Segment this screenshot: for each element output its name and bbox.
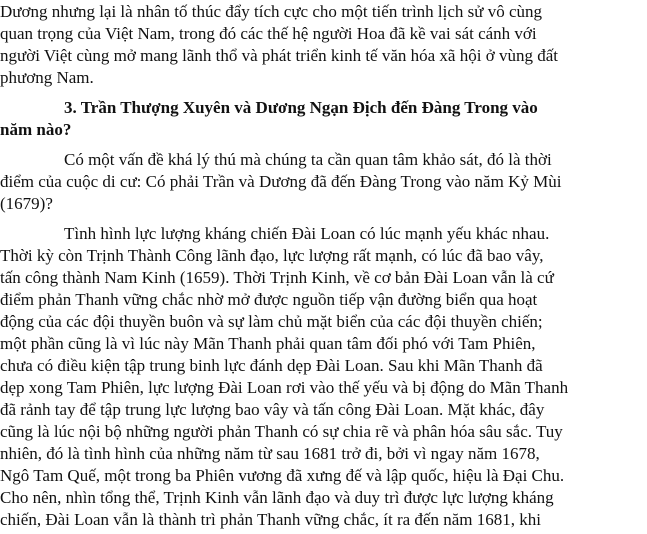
paragraph-line: điểm của cuộc di cư: Có phải Trần và Dương đã đến Đàng Trong vào năm Kỷ Mùi (0, 172, 562, 191)
paragraph-line: Tình hình lực lượng kháng chiến Đài Loan có lúc mạnh yếu khác nhau. (64, 224, 550, 243)
paragraph-line: phương Nam. (0, 68, 94, 87)
paragraph-line: cũng là lúc nội bộ những người phản Thanh có sự chia rẽ và phân hóa sâu sắc. Tuy (0, 422, 563, 441)
paragraph-line: chưa có điều kiện tập trung binh lực đánh dẹp Đài Loan. Sau khi Mãn Thanh đã (0, 356, 543, 375)
paragraph-line: Ngô Tam Quế, một trong ba Phiên vương đã xưng đế và lập quốc, hiệu là Đại Chu. (0, 466, 565, 485)
paragraph-line: Thời kỳ còn Trịnh Thành Công lãnh đạo, lực lượng rất mạnh, có lúc đã bao vây, (0, 246, 544, 265)
paragraph-line: nhiên, đó là tình hình của những năm từ sau 1681 trở đi, bởi vì ngay năm 1678, (0, 444, 540, 463)
section-heading-line: năm nào? (0, 120, 72, 139)
paragraph-line: người Việt cùng mở mang lãnh thổ và phát triển kinh tế văn hóa xã hội ở vùng đất (0, 46, 558, 65)
paragraph-line: động của các đội thuyền buôn và sự làm chủ mặt biển của các đội thuyền chiến; (0, 312, 543, 331)
paragraph-line: Cho nên, nhìn tổng thể, Trịnh Kinh vẫn lãnh đạo và duy trì được lực lượng kháng (0, 488, 554, 507)
paragraph-line: đã rảnh tay để tập trung lực lượng bao vây và tấn công Đài Loan. Mặt khác, đây (0, 400, 545, 419)
section-heading-line: 3. Trần Thượng Xuyên và Dương Ngạn Địch đến Đàng Trong vào (64, 98, 538, 117)
paragraph-line: Có một vấn đề khá lý thú mà chúng ta cần quan tâm khảo sát, đó là thời (64, 150, 552, 169)
paragraph-line: chiến, Đài Loan vẫn là thành trì phản Thanh vững chắc, ít ra đến năm 1681, khi (0, 510, 541, 529)
paragraph-line: (1679)? (0, 194, 53, 213)
paragraph-line: quan trọng của Việt Nam, trong đó các thế hệ người Hoa đã kề vai sát cánh với (0, 24, 537, 43)
paragraph-line: một phần cũng là vì lúc này Mãn Thanh phải quan tâm đối phó với Tam Phiên, (0, 334, 536, 353)
paragraph-line: điểm phản Thanh vững chắc nhờ mở được nguồn tiếp vận đường biển qua hoạt (0, 290, 538, 309)
paragraph-line: tấn công thành Nam Kinh (1659). Thời Trịnh Kinh, về cơ bản Đài Loan vẫn là cứ (0, 268, 554, 287)
paragraph-line: dẹp xong Tam Phiên, lực lượng Đài Loan rơi vào thế yếu và bị động do Mãn Thanh (0, 378, 569, 397)
paragraph-line: Dương nhưng lại là nhân tố thúc đẩy tích cực cho một tiến trình lịch sử vô cùng (0, 2, 543, 21)
